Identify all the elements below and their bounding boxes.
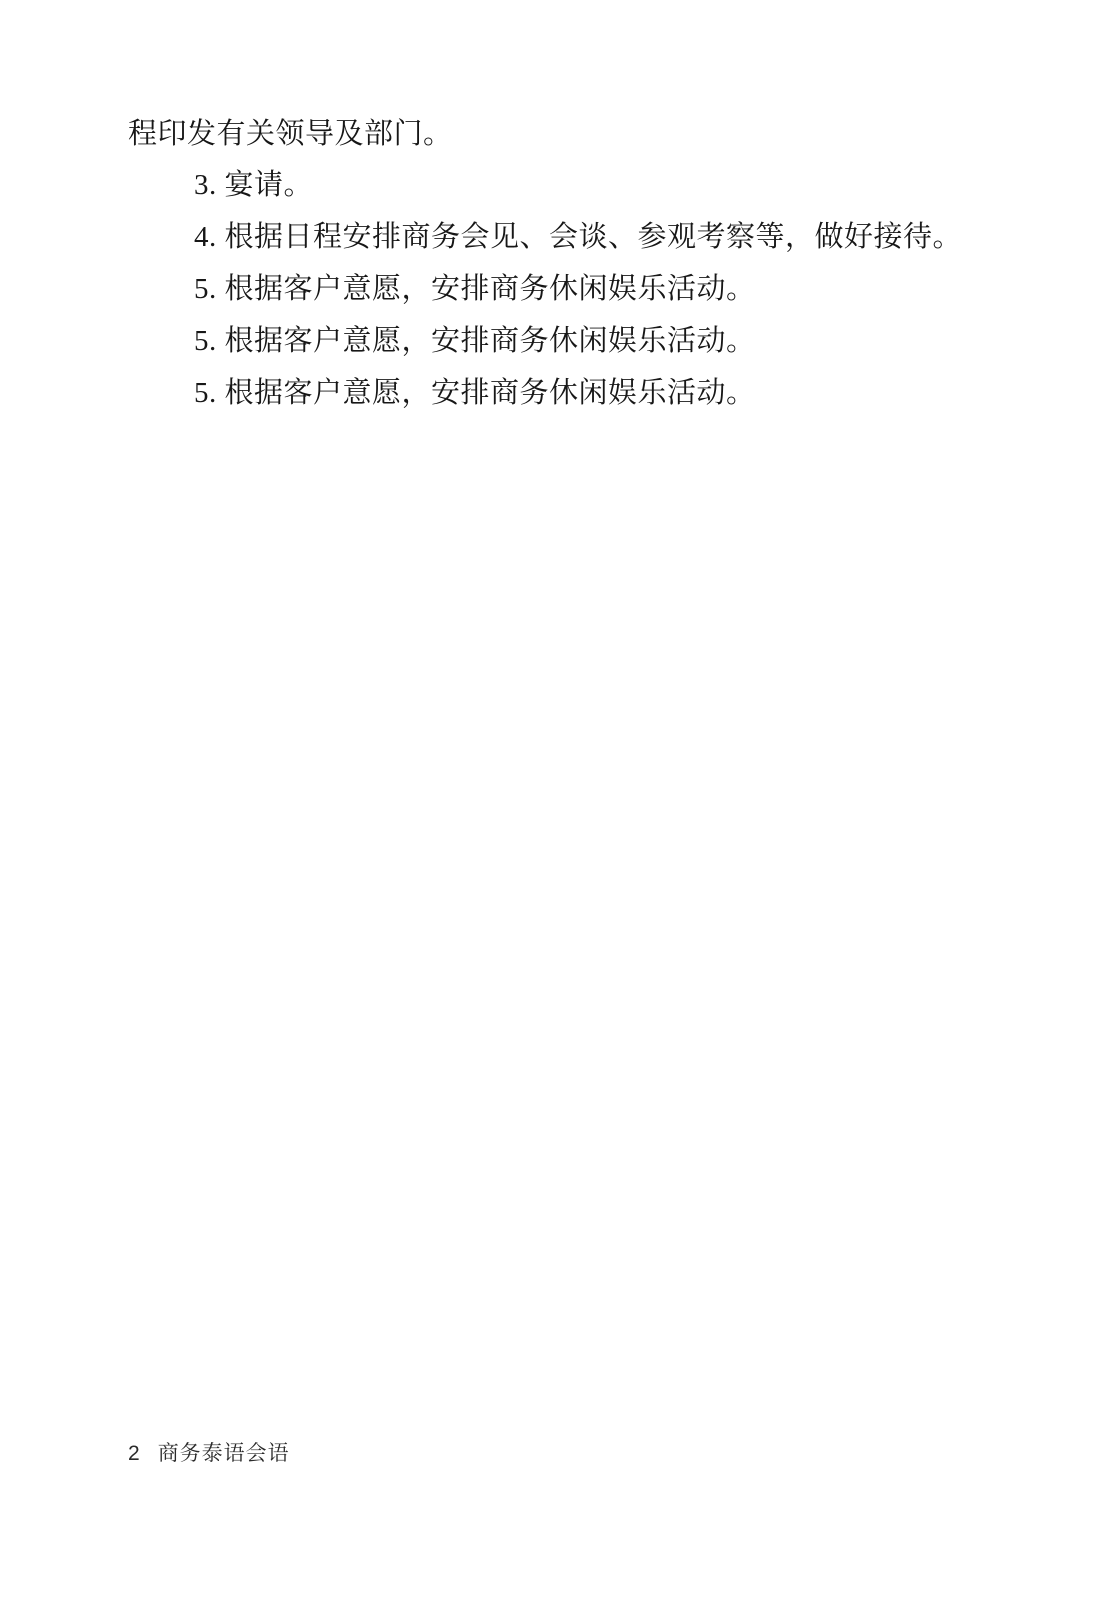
running-title: 商务泰语会语 [157, 1442, 290, 1465]
list-item: 3. 宴请。 [194, 169, 314, 201]
body-paragraph: 程印发有关领导及部门。 [128, 118, 453, 150]
page-footer [128, 1437, 290, 1467]
list-item: 5. 根据客户意愿，安排商务休闲娱乐活动。 [194, 325, 756, 357]
list-item: 5. 根据客户意愿，安排商务休闲娱乐活动。 [194, 273, 756, 305]
list-item: 5. 根据客户意愿，安排商务休闲娱乐活动。 [194, 377, 756, 409]
page-body [128, 120, 968, 431]
list-item: 4. 根据日程安排商务会见、会谈、参观考察等，做好接待。 [194, 221, 963, 253]
page-number: 2 [128, 1442, 140, 1465]
